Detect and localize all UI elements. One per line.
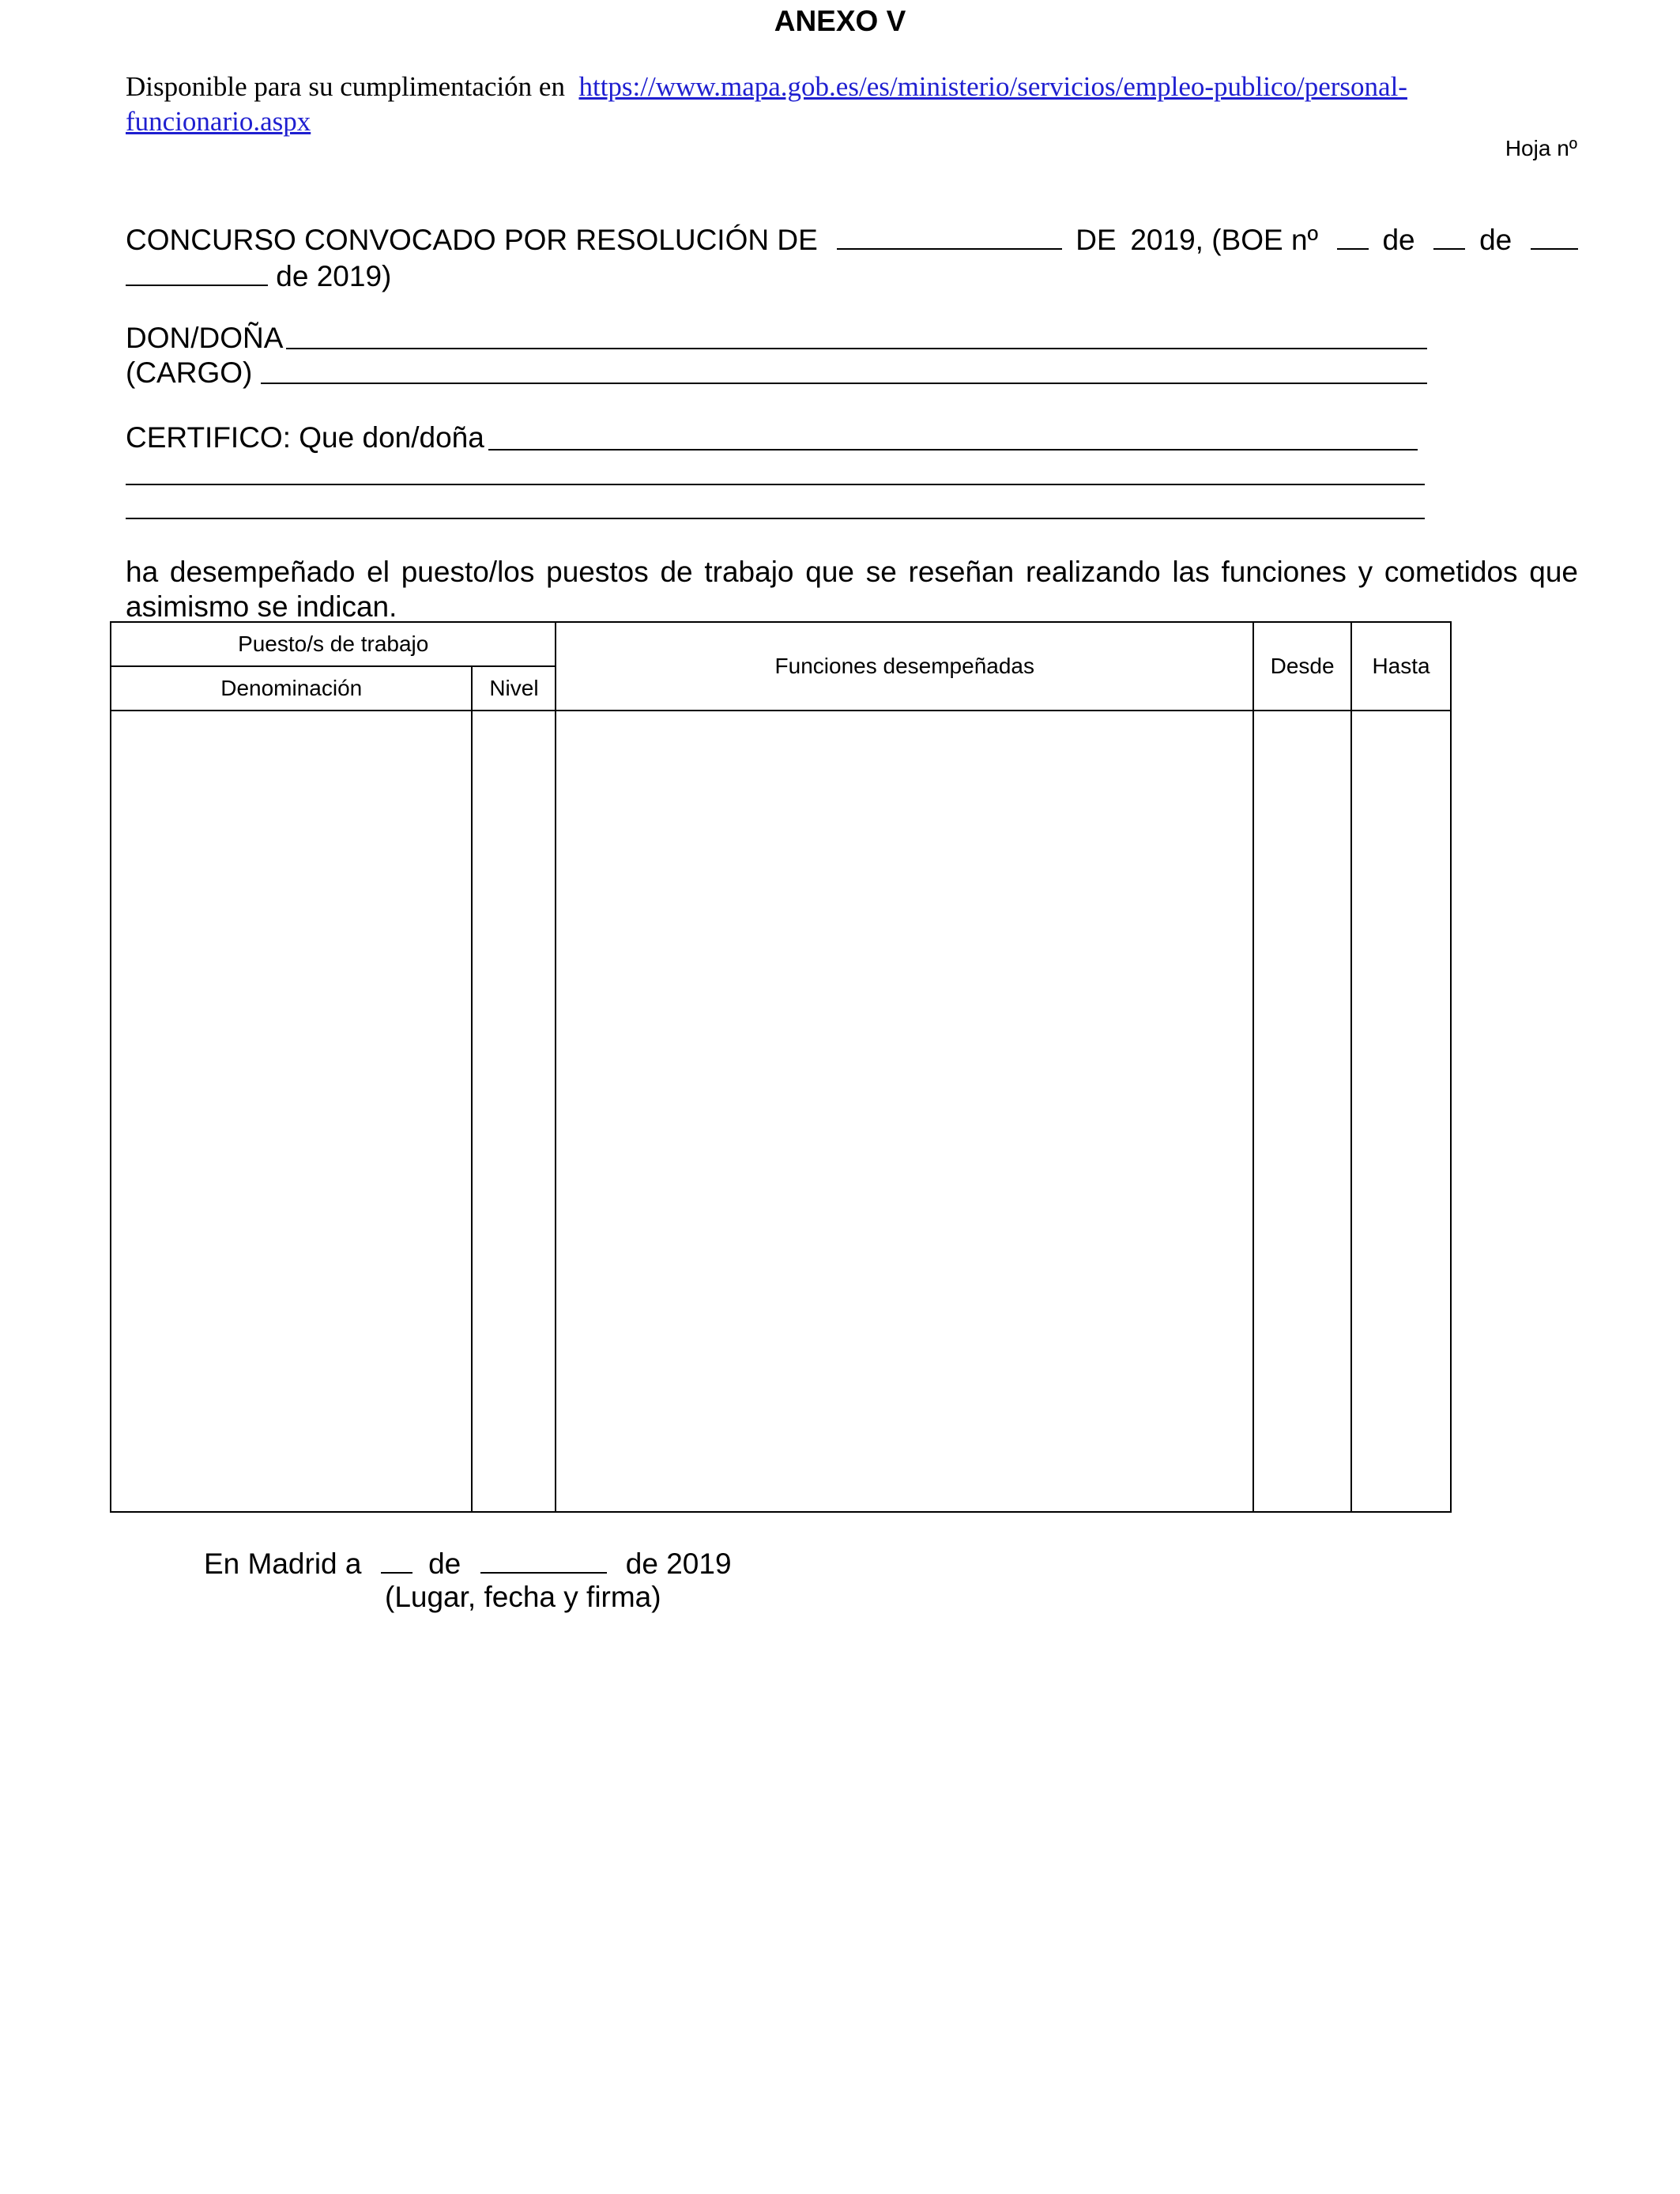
header-denominacion: Denominación — [111, 666, 472, 711]
table-row — [111, 711, 1451, 1512]
place-date-part1: En Madrid a — [204, 1547, 362, 1580]
boe-month-blank-a[interactable] — [1531, 221, 1578, 250]
concurso-statement — [126, 221, 1578, 294]
certifico-extra-line-1[interactable] — [126, 484, 1425, 485]
concurso-part4: de — [1382, 224, 1415, 256]
cell-hasta[interactable] — [1351, 711, 1451, 1512]
month-blank[interactable] — [480, 1545, 607, 1574]
concurso-part5: de — [1479, 224, 1512, 256]
availability-prefix: Disponible para su cumplimentación en — [126, 71, 565, 102]
availability-note — [126, 70, 1407, 139]
sheet-number-label: Hoja nº — [1505, 136, 1577, 160]
place-date-part3: de 2019 — [625, 1547, 732, 1580]
day-blank[interactable] — [381, 1545, 412, 1574]
concurso-part3: 2019, (BOE nº — [1130, 224, 1319, 256]
place-date-part2: de — [428, 1547, 461, 1580]
cargo-label: (CARGO) — [126, 356, 253, 389]
certifico-name-field[interactable] — [488, 449, 1418, 450]
concurso-part2: DE — [1075, 224, 1117, 256]
header-nivel: Nivel — [472, 666, 556, 711]
document-title: ANEXO V — [774, 5, 906, 37]
don-dona-field[interactable] — [286, 348, 1427, 349]
concurso-part6: de 2019) — [276, 260, 392, 292]
form-url-link[interactable]: https://www.mapa.gob.es/es/ministerio/servicios/empleo-publico/personal- — [578, 71, 1407, 102]
certifico-label: CERTIFICO: Que don/doña — [126, 421, 484, 454]
boe-month-blank-b[interactable] — [126, 258, 268, 286]
header-desde: Desde — [1253, 622, 1351, 711]
boe-number-blank[interactable] — [1337, 221, 1369, 250]
certifico-extra-line-2[interactable] — [126, 518, 1425, 519]
cell-funciones[interactable] — [556, 711, 1253, 1512]
cargo-field[interactable] — [261, 383, 1427, 384]
don-dona-label: DON/DOÑA — [126, 322, 284, 354]
cell-desde[interactable] — [1253, 711, 1351, 1512]
cell-nivel[interactable] — [472, 711, 556, 1512]
place-date-line — [204, 1545, 732, 1581]
desempenado-paragraph: ha desempeñado el puesto/los puestos de trabajo que se reseñan realizando las funciones y cometidos que asimismo se indican. — [126, 556, 1578, 623]
resolution-date-blank[interactable] — [837, 221, 1062, 250]
cell-denominacion[interactable] — [111, 711, 472, 1512]
group-header-puestos: Puesto/s de trabajo — [111, 622, 556, 666]
form-url-link-continued[interactable]: funcionario.aspx — [126, 106, 311, 137]
place-date-caption: (Lugar, fecha y firma) — [385, 1581, 661, 1613]
concurso-part1: CONCURSO CONVOCADO POR RESOLUCIÓN DE — [126, 224, 818, 256]
header-hasta: Hasta — [1351, 622, 1451, 711]
header-funciones: Funciones desempeñadas — [556, 622, 1253, 711]
boe-day-blank[interactable] — [1433, 221, 1465, 250]
positions-table — [110, 621, 1452, 1513]
